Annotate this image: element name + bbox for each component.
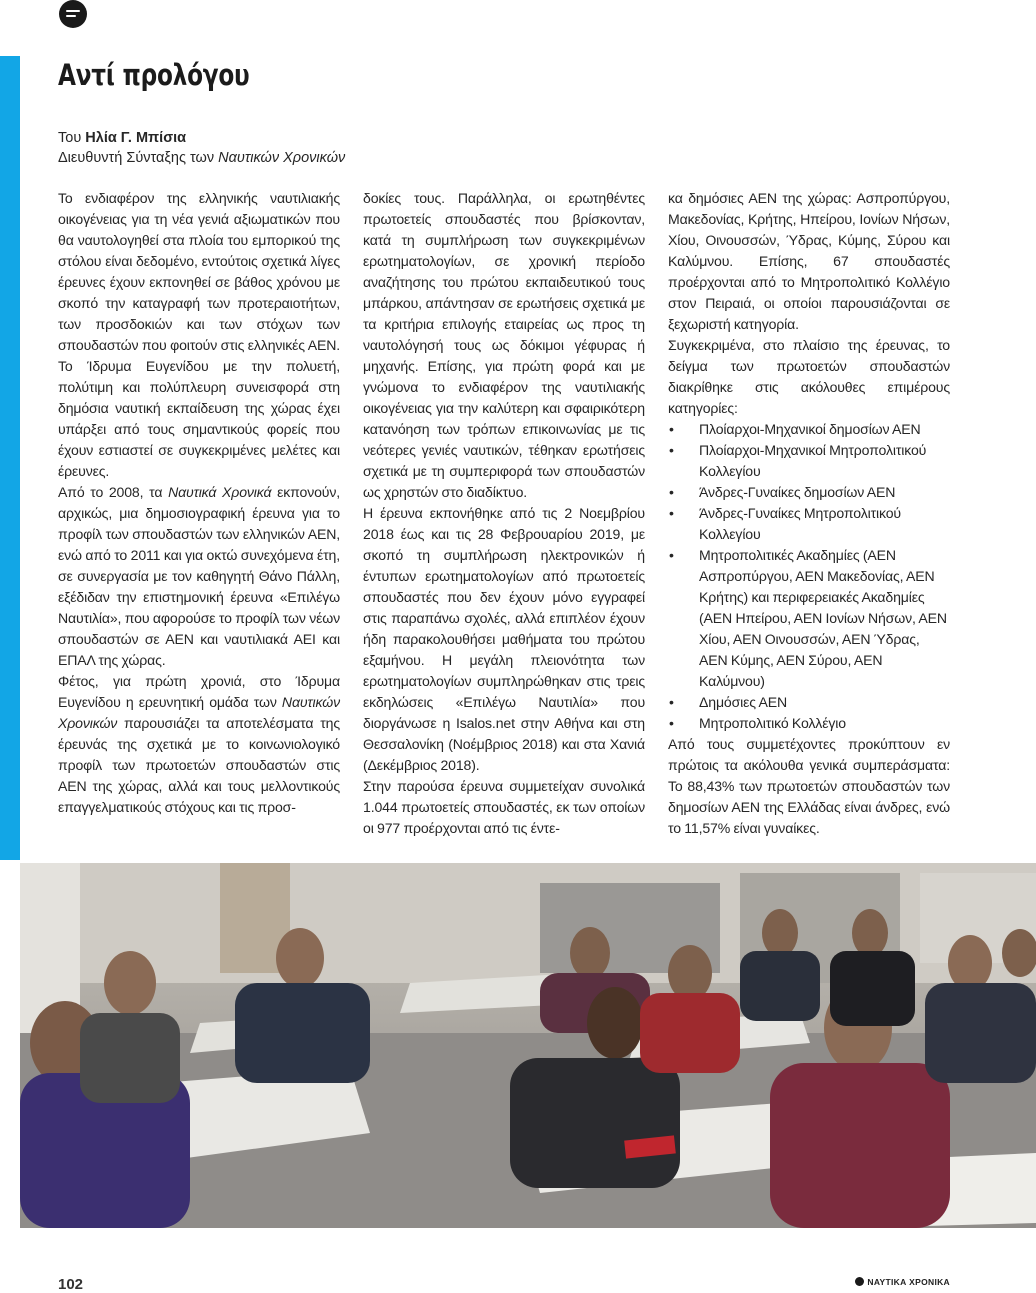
role-prefix: Διευθυντή Σύνταξης των: [58, 150, 219, 166]
text-run: Φέτος, για πρώτη χρονιά, στο Ίδρυμα Ευγενίδου η ερευνητική ομάδα των: [58, 673, 340, 710]
text-run: παρουσιάζει τα αποτελέσματα της έρευνάς της σχετικά με το κοινωνιολογικό προφίλ των πρωτοετών σπουδαστών στις ΑΕΝ της χώρας, αλλά και τους μελλοντικούς επαγγελματικούς στόχους και τις προσ-: [58, 715, 340, 815]
list-item: • Πλοίαρχοι-Μηχανικοί δημοσίων ΑΕΝ: [668, 419, 950, 440]
list-item: • Άνδρες-Γυναίκες Μητροπολιτικού Κολλεγίου: [668, 503, 950, 545]
author-role: [58, 148, 345, 168]
byline: [58, 128, 345, 168]
author-name: Ηλία Γ. Μπίσια: [85, 130, 187, 146]
list-item: • Μητροπολιτικές Ακαδημίες (ΑΕΝ Ασπροπύργου, ΑΕΝ Μακεδονίας, ΑΕΝ Κρήτης) και περιφερειακές Ακαδημίες (ΑΕΝ Ηπείρου, ΑΕΝ Ιονίων Νήσων, ΑΕΝ Χίου, ΑΕΝ Οινουσσών, ΑΕΝ Ύδρας, ΑΕΝ Κύμης, ΑΕΝ Σύρου, ΑΕΝ Καλύμνου): [668, 545, 950, 692]
list-item: • Πλοίαρχοι-Μηχανικοί Μητροπολιτικού Κολλεγίου: [668, 440, 950, 482]
author-line: [58, 128, 345, 148]
brand-name: ΝΑΥΤΙΚΑ ΧΡΟΝΙΚΑ: [867, 1277, 950, 1287]
paragraph: δοκίες τους. Παράλληλα, οι ερωτηθέντες πρωτοετείς σπουδαστές που βρίσκονταν, κατά τη συμπλήρωση των συγκεκριμένων ερωτηματολογίων, σε χρονική περίοδο αναζήτησης του πρώτου εκπαιδευτικού τους μπάρκου, απάντησαν σε ερωτήσεις σχετικά με τα κριτήρια επιλογής εταιρείας ως προς τη ναυτολόγησή τους ως δόκιμοι γέφυρας ή μηχανής. Επίσης, για πρώτη φορά και με γνώμονα το ενδιαφέρον της ναυτιλιακής οικογένειας για την καλύτερη και σφαιρικότερη κατανόηση των τρόπων επικοινωνίας με τις νεότερες γενιές ναυτικών, τέθηκαν ερωτήσεις σχετικά με τη συμπεριφορά των σπουδαστών ως χρηστών στο διαδίκτυο.: [363, 190, 645, 500]
list-item: • Μητροπολιτικό Κολλέγιο: [668, 713, 950, 734]
paragraph: Από τους συμμετέχοντες προκύπτουν εν πρώτοις τα ακόλουθα γενικά συμπεράσματα: Το 88,43% των πρωτοετών σπουδαστών των δημοσίων ΑΕΝ της Ελλάδας είναι άνδρες, ενώ το 11,57% είναι γυναίκες.: [668, 736, 950, 836]
text-run: εκπονούν, αρχικώς, μια δημοσιογραφική έρευνα για το προφίλ των σπουδαστών των ελληνικών ΑΕΝ, ενώ από το 2011 και για οκτώ συνεχόμενα έτη, σε συνεργασία με τον καθηγητή Θάνο Πάλλη, εξέδιδαν την επιστημονική έρευνα «Επιλέγω Ναυτιλία», που αφορούσε το προφίλ των νέων σπουδαστών σε ΑΕΝ και ναυτιλιακά ΑΕΙ και ΕΠΑΛ της χώρας.: [58, 484, 340, 668]
paragraph: Στην παρούσα έρευνα συμμετείχαν συνολικά 1.044 πρωτοετείς σπουδαστές, εκ των οποίων οι 977 προέρχονται από τις έντε-: [363, 778, 645, 836]
accent-bar: [0, 56, 20, 860]
category-list: [668, 419, 950, 734]
paragraph: Το ενδιαφέρον της ελληνικής ναυτιλιακής οικογένειας για τη νέα γενιά αξιωματικών που θα ναυτολογηθεί στα πλοία του εμπορικού της στόλου είναι δεδομένο, εντούτοις σχετικά λίγες έρευνες έχουν εκπονηθεί σε βάθος χρόνου με σκοπό την καταγραφή των προτεραιοτήτων, των προσδοκιών και των στόχων των σπουδαστών που φοιτούν στις ελληνικές ΑΕΝ. Το Ίδρυμα Ευγενίδου με την πολυετή, πολύτιμη και πολύπλευρη συνεισφορά στη δημόσια ναυτική εκπαίδευση της χώρας έχει υπάρξει από τους σημαντικούς φορείς που έχουν εστιαστεί σε συγκεκριμένες μελέτες και έρευνες.: [58, 190, 340, 479]
byline-prefix: Του: [58, 130, 86, 146]
publication-name: Ναυτικών Χρονικών: [218, 150, 346, 166]
emphasis-text: Ναυτικών Χρονικών: [58, 694, 340, 731]
footer-brand: [855, 1277, 950, 1287]
text-run: Από το 2008, τα: [58, 484, 169, 500]
paragraph: κα δημόσιες ΑΕΝ της χώρας: Ασπροπύργου, Μακεδονίας, Κρήτης, Ηπείρου, Ιονίων Νήσων, Χίου, Οινουσσών, Ύδρας, Κύμης, Σύρου και Καλύμνου. Επίσης, 67 σπουδαστές προέρχονται από το Μητροπολιτικό Κολλέγιο στον Πειραιά, οι οποίοι παρουσιάζονται σε ξεχωριστή κατηγορία.: [668, 190, 950, 332]
emphasis-text: Ναυτικά Χρονικά: [168, 484, 272, 500]
text-column-1: [58, 188, 340, 818]
text-column-2: [363, 188, 645, 839]
text-column-3: [668, 188, 950, 839]
paragraph: Συγκεκριμένα, στο πλαίσιο της έρευνας, το δείγμα των πρωτοετών σπουδαστών διακρίθηκε στις ακόλουθες επιμέρους κατηγορίες:: [668, 337, 950, 416]
page-number: 102: [58, 1276, 84, 1293]
classroom-illustration: [20, 863, 1036, 1228]
classroom-photo: [20, 863, 1036, 1228]
article-title: Αντί προλόγου: [58, 58, 250, 92]
brand-logo-icon: [855, 1277, 864, 1286]
list-item: • Δημόσιες ΑΕΝ: [668, 692, 950, 713]
menu-icon: [59, 0, 87, 28]
paragraph: [58, 482, 340, 671]
list-item: • Άνδρες-Γυναίκες δημοσίων ΑΕΝ: [668, 482, 950, 503]
paragraph: Η έρευνα εκπονήθηκε από τις 2 Νοεμβρίου 2018 έως και τις 28 Φεβρουαρίου 2019, με σκοπό τη συμπλήρωση ηλεκτρονικών ή έντυπων ερωτηματολογίων από πρωτοετείς σπουδαστές που δεν έχουν μόνο εγγραφεί στις παραπάνω σχολές, αλλά επιπλέον έχουν ήδη παρακολουθήσει μαθήματα του πρώτου εξαμήνου. Η μεγάλη πλειονότητα των ερωτηματολογίων συμπληρώθηκαν στις τρεις εκδηλώσεις «Επιλέγω Ναυτιλία» που διοργάνωσε η Isalos.net στην Αθήνα και στη Θεσσαλονίκη (Νοέμβριος 2018) και στα Χανιά (Δεκέμβριος 2018).: [363, 505, 645, 773]
paragraph: [58, 671, 340, 818]
